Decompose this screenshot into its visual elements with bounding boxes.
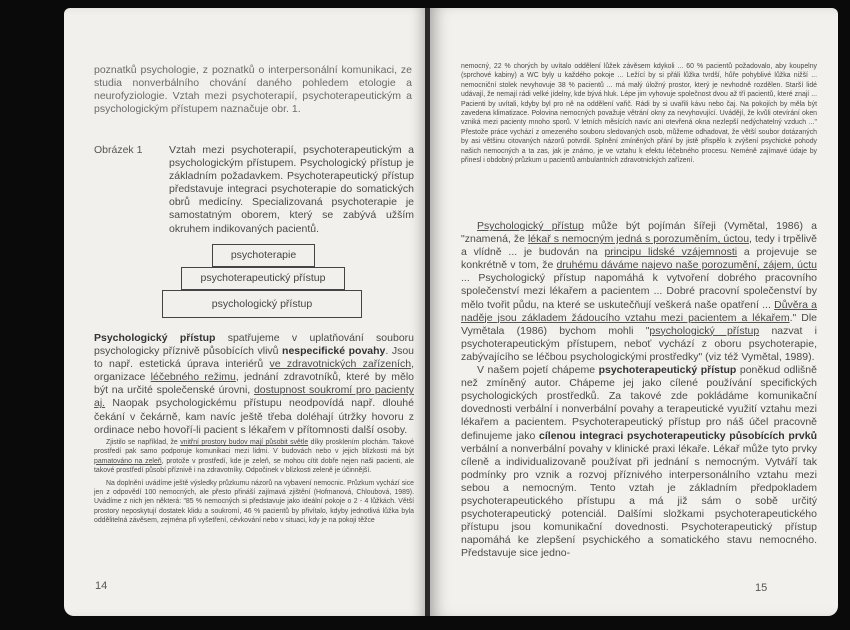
left-page — [64, 8, 426, 616]
term-nespecificke-povahy: nespecifické povahy — [282, 345, 386, 358]
text-segment: díky prosklením plochám. Takové prostředí pak samo podporuje komunikaci mezi lidmi. V budovách nebo v jejich blízkosti má být — [94, 439, 414, 456]
text-segment: , organizace — [94, 358, 414, 384]
text-segment: Zjistilo se například, že — [106, 439, 181, 446]
text-segment: V našem pojetí chápeme — [477, 364, 599, 377]
right-body-text — [461, 220, 817, 560]
underlined-phrase: lékař s nemocným jedná s porozuměním, úctou — [527, 233, 750, 246]
underlined-phrase: dostupnost soukromí pro pacienty aj. — [94, 384, 414, 410]
small-paragraph-2: Na doplnění uvádíme ještě výsledky průzkumu názorů na vybavení nemocnic. Průzkum vychází sice jen z odpovědí 100 nemocných, ale přesto přináší zajímavá zjištění (Hofmanová, Chloubová, 1989). Uvádíme z nich jen některá: "85 % nemocných si představuje jako ideální pokoje o 2 - 4 lůžkách. Větší prostory neposkytují dostatek klidu a soukromí, 46 % pacientů by přivítalo, kdyby jednotlivá lůžka byla oddělitelná závěsem, zejména při vyšetření, cévkování nebo v situaci, kdy je na pokoji těžce — [94, 479, 414, 525]
diagram-box-psychoterapie: psychoterapie — [212, 244, 315, 267]
underlined-phrase: druhému dáváme najevo naše porozumění, zájem, úctu — [556, 259, 817, 272]
text-segment: , jednání zdravotníků, které by mělo být na určité společenské úrovni, — [94, 371, 414, 397]
diagram-box-psychologicky-pristup: psychologický přístup — [162, 290, 362, 318]
text-segment: . Jsou to např. estetická úprava interiérů — [94, 345, 415, 371]
paragraph-psychoterapeuticky-pristup — [461, 364, 817, 560]
small-print-block — [94, 438, 414, 526]
term-psychoterapeuticky-pristup: psychoterapeutický přístup — [598, 364, 737, 377]
figure-caption: Vztah mezi psychoterapií, psychoterapeutickým a psychologickým přístupem. Psychologický přístup je základním požadavkem. Psychoterapeutický přístup představuje integraci psychoterapie do somatických obrů medicíny. Specializovaná psychoterapie je samostatným oborem, který se zabývá užším okruhem indikovaných pacientů. — [169, 144, 414, 235]
paragraph-psychologicky-pristup-sirsi — [461, 220, 817, 364]
figure-label: Obrázek 1 — [94, 144, 143, 156]
underlined-phrase: ve zdravotnických zařízeních — [269, 358, 412, 371]
text-segment: , protože v prostředí, kde je zeleň, se mohou cítit dobře nejen naši pacienti, ale takové prostředí působí příznivě i na zdravotníky. Odpočinek v blízkosti zeleně je účinnější. — [94, 457, 414, 475]
text-segment: ... Psychologický přístup napomáhá k vytvoření dobrého pracovního společenství mezi lékařem a pacientem ... Dobré pracovní společenství by mělo tvořit půdu, na které se uskutečňují veškerá naše opatření ... — [461, 272, 817, 311]
underlined-phrase: psychologický přístup — [649, 324, 760, 337]
underlined-phrase: Důvěra a naděje jsou základem žádoucího vztahu mezi pacientem a lékařem — [461, 298, 818, 324]
text-segment: poněkud odlišně než zmíněný autor. Chápeme jej jako cílené používání specifických psychologických prostředků. Za takové zde pokládáme komunikační dovednosti verbální i nonverbální povahy a terapeutické využití vztahu mezi lékařem a pacientem. Psychoterapeutický přístup pro náš účel pracovně definujeme jako — [461, 364, 817, 442]
right-page — [430, 8, 838, 616]
term-psychologicky-pristup: Psychologický přístup — [94, 332, 216, 344]
term-cilena-integrace: cílenou integraci psychoterapeuticky působících prvků — [539, 429, 817, 442]
page-number-left: 14 — [95, 580, 108, 592]
underlined-phrase: Psychologický přístup — [477, 220, 584, 232]
underlined-phrase: léčebného režimu — [150, 371, 236, 384]
text-segment: spatřujeme v uplatňování souboru psychologicky příznivě působících vlivů — [94, 332, 414, 358]
text-segment: , tedy i trpělivě a vlídně ... je budován na — [461, 233, 817, 259]
text-segment: může být pojímán šířeji (Vymětal, 1986) a "znamená, že — [461, 220, 818, 246]
small-print-continuation: nemocný, 22 % chorých by uvítalo oddělení lůžek závěsem kdykoli ... 60 % pacientů požadovalo, aby koupelny (sprchové kabiny) a WC byly u každého pokoje ... Ležící by si přáli lůžka tvrdší, hůře pohyblivé lůžka nižší ... nemocniční stolek nevyhovuje 38 % pacientů ... má malý úložný prostor, který je nevhodně rozdělen. Starší lidé udávají, že nemají rádi velké jídelny, kde bývá hluk. Lépe jim vyhovuje společnost dvou až tří pacientů, které znají ... Pacienti by uvítali, kdyby byl pro ně na oddělení vařič. Rádi by si uvařili kávu nebo čaj. Na pokojích by měla být zavedena klimatizace. Polovina nemocných považuje větrání okny za nevyhovující. Uvádějí, že kvůli otevírání oken vzniká mezi pacienty mnoho sporů. V letních měsících navíc ani otevřená okna nezlepší nedýchatelný vzduch ..." Přestože práce vychází z omezeného souboru sledovaných osob, můžeme odhadovat, že větší soubor dotázaných by asi většinu citovaných názorů potvrdil. Splnění zmíněných přání by jistě přispělo k zvýšení psychické pohody našich nemocných a ta zas, jak je známo, je ve vztahu k efektu léčebného procesu. Neméně zajímavé údaje by přinesl i obdobný průzkum u pacientů ambulantních zdravotnických zařízení. — [461, 63, 817, 165]
text-segment: nazvat i psychoterapeutickým přístupem, neboť vychází z oboru psychoterapie, zabývajícího se léčbou psychologickými prostředky" (viz též Vymětal, 1989). — [461, 324, 817, 363]
intro-paragraph: poznatků psychologie, z poznatků o interpersonální komunikaci, ze studia nonverbálního chování daného pohledem etologie a neurofyziologie. Vztah mezi psychoterapií, psychoterapeutickým a psychologickým přístupem naznačuje obr. 1. — [94, 64, 412, 116]
page-number-right: 15 — [755, 582, 768, 594]
underlined-phrase: principu lidské vzájemnosti — [604, 246, 738, 259]
underlined-phrase: pamatováno na zeleň — [94, 457, 162, 465]
underlined-phrase: vnitřní prostory budov mají působit světle — [180, 439, 309, 446]
text-segment: Naopak psychologickému přístupu neodpovídá např. dlouhé čekání v čekárně, kam navíc ještě třeba doléhají útržky hovoru z ordinace nebo hovoří-li pacient s lékařem v přítomnosti další osoby. — [94, 397, 414, 436]
text-segment: verbální a nonverbální povahy v klinické praxi lékaře. Lékař může tyto prvky cíleně a individualizovaně používat při jednání s nemocným. Vytváří tak podmínky pro vznik a rozvoj příznivého interpersonálního vztahu mezi sebou a nemocným. Tento vztah je základním předpokladem psychoterapeutického přístupu a má již sám o sobě určitý psychoterapeutický potenciál. Dalšími složkami psychoterapeutického přístupu jsou komunikační dovednosti. Psychoterapeutický přístup napomáhá ke zlepšení psychického a somatického stavu nemocného. Představuje sice jedno- — [461, 442, 817, 560]
paragraph-psychologicky-pristup — [94, 332, 414, 437]
text-segment: ." Dle Vymětala (1986) bychom mohli " — [461, 311, 817, 337]
text-segment: a projevuje se konkrétně v tom, že — [461, 246, 817, 272]
diagram-box-psychoterapeuticky-pristup: psychoterapeutický přístup — [181, 267, 345, 290]
small-paragraph-1 — [94, 438, 414, 476]
